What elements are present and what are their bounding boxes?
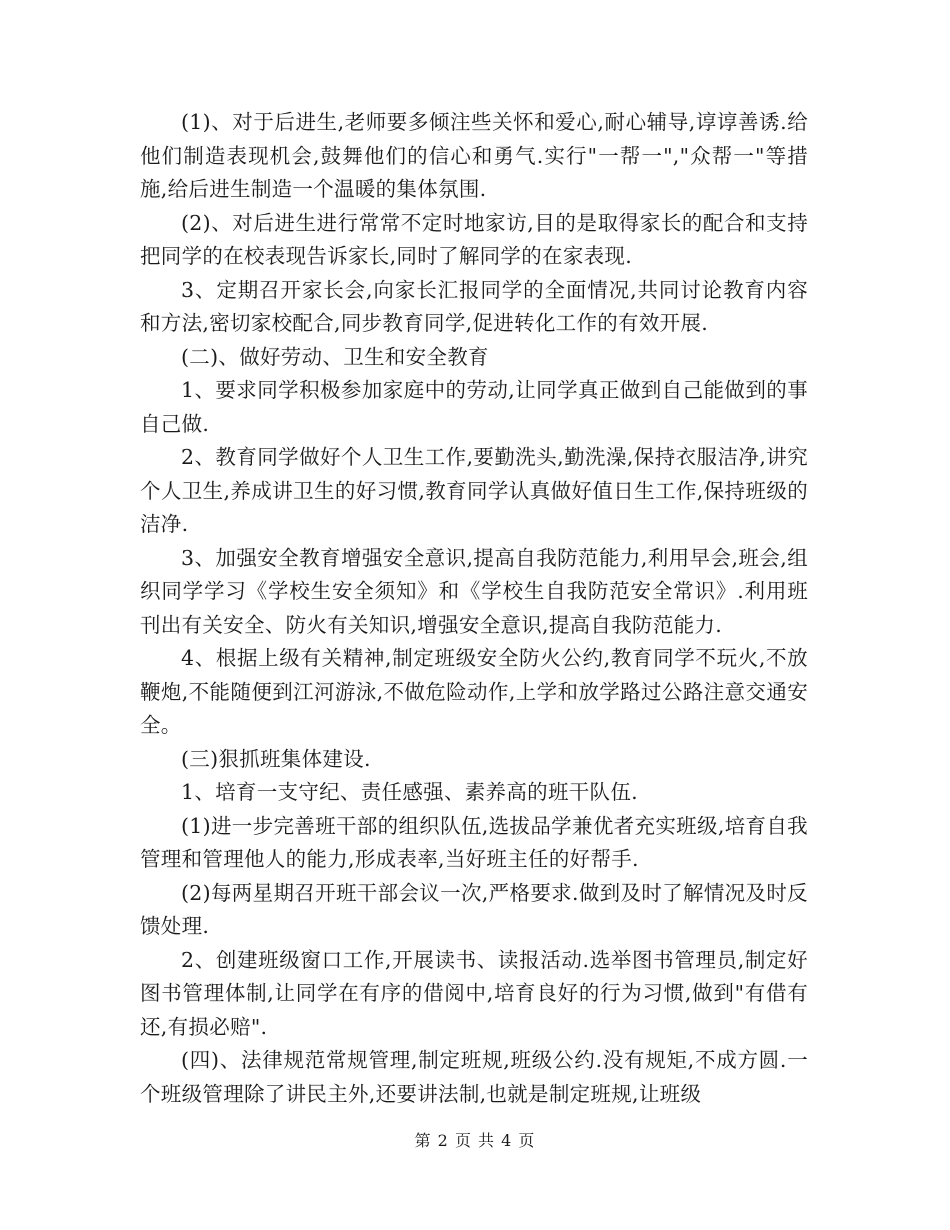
document-body bbox=[140, 106, 808, 1111]
paragraph-8: 4、根据上级有关精神,制定班级安全防火公约,教育同学不玩火,不放鞭炮,不能随便到江河游泳,不做危险动作,上学和放学路过公路注意交通安全。 bbox=[140, 646, 808, 737]
paragraph-10: 1、培育一支守纪、责任感强、素养高的班干队伍. bbox=[181, 780, 638, 804]
paragraph-7: 3、加强安全教育增强安全意识,提高自我防范能力,利用早会,班会,组织同学学习《学校生安全须知》和《学校生自我防范安全常识》.利用班刊出有关安全、防火有关知识,增强安全意识,提高自我防范能力. bbox=[140, 545, 808, 637]
paragraph-12: (2)每两星期召开班干部会议一次,严格要求.做到及时了解情况及时反馈处理. bbox=[140, 880, 808, 938]
paragraph-5: 1、要求同学积极参加家庭中的劳动,让同学真正做到自己能做到的事自己做. bbox=[140, 378, 808, 436]
paragraph-1: (1)、对于后进生,老师要多倾注些关怀和爱心,耐心辅导,谆谆善诱.给他们制造表现机会,鼓舞他们的信心和勇气.实行"一帮一","众帮一"等措施,给后进生制造一个温暖的集体氛围. bbox=[140, 110, 808, 201]
paragraph-6: 2、教育同学做好个人卫生工作,要勤洗头,勤洗澡,保持衣服洁净,讲究个人卫生,养成讲卫生的好习惯,教育同学认真做好值日生工作,保持班级的洁净. bbox=[140, 445, 808, 536]
paragraph-13: 2、创建班级窗口工作,开展读书、读报活动.选举图书管理员,制定好图书管理体制,让同学在有序的借阅中,培育良好的行为习惯,做到"有借有还,有损必赔". bbox=[140, 947, 808, 1039]
section-heading-3: (三)狠抓班集体建设. bbox=[181, 746, 371, 771]
page-number-footer: 第 2 页 共 4 页 bbox=[414, 1131, 536, 1150]
paragraph-2: (2)、对后进生进行常常不定时地家访,目的是取得家长的配合和支持把同学的在校表现告诉家长,同时了解同学的在家表现. bbox=[140, 210, 808, 268]
paragraph-3: 3、定期召开家长会,向家长汇报同学的全面情况,共同讨论教育内容和方法,密切家校配合,同步教育同学,促进转化工作的有效开展. bbox=[140, 277, 808, 335]
section-heading-2: (二)、做好劳动、卫生和安全教育 bbox=[181, 344, 489, 369]
section-heading-4: (四)、法律规范常规管理,制定班规,班级公约.没有规矩,不成方圆.一个班级管理除了讲民主外,还要讲法制,也就是制定班规,让班级 bbox=[140, 1048, 808, 1106]
paragraph-11: (1)进一步完善班干部的组织队伍,选拔品学兼优者充实班级,培育自我管理和管理他人的能力,形成表率,当好班主任的好帮手. bbox=[140, 813, 808, 871]
